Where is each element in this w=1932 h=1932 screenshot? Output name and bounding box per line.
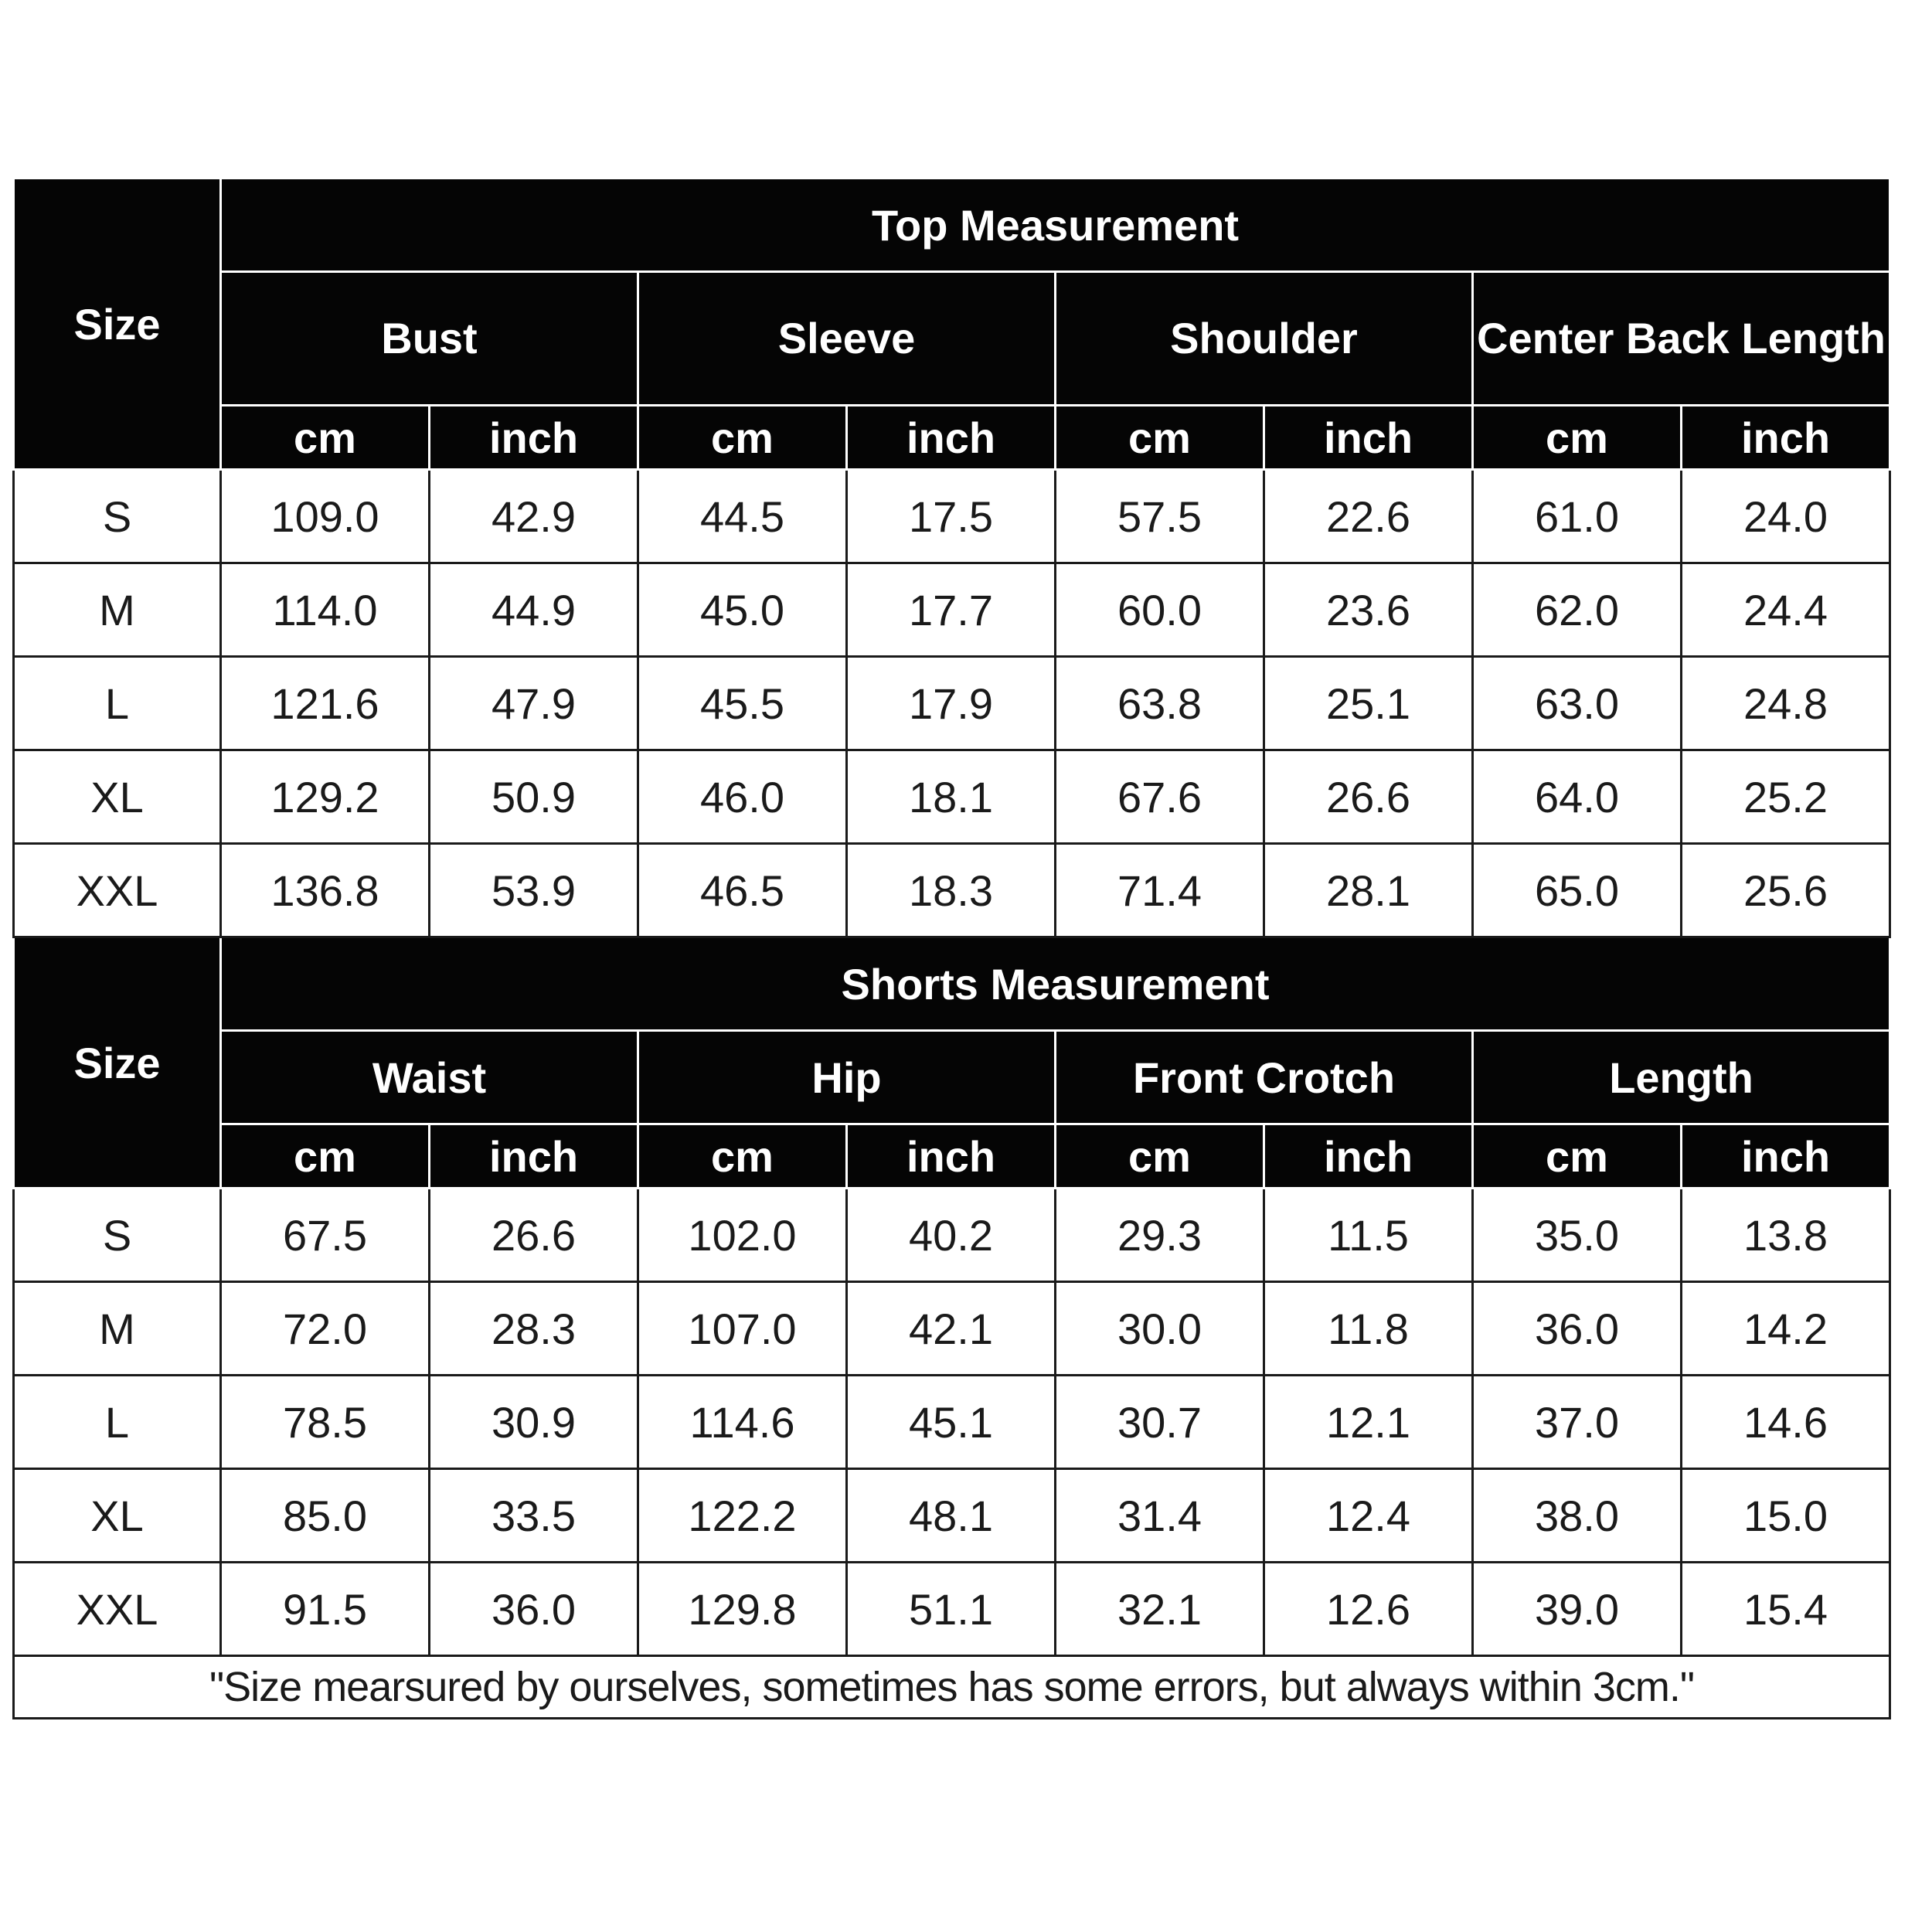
top-unit-header: inch — [1264, 406, 1473, 470]
measurement-cell: 14.2 — [1682, 1282, 1890, 1376]
table-row — [14, 1469, 1890, 1563]
measurement-cell: 26.6 — [430, 1189, 638, 1282]
measurement-cell: 45.0 — [638, 563, 847, 657]
measurement-cell: 46.5 — [638, 844, 847, 937]
shorts-group-row — [14, 1031, 1890, 1124]
shorts-unit-header: cm — [1056, 1124, 1264, 1189]
measurement-cell: 63.0 — [1473, 657, 1682, 750]
measurement-cell: 44.5 — [638, 470, 847, 563]
measurement-cell: 63.8 — [1056, 657, 1264, 750]
top-group-header: Sleeve — [638, 272, 1056, 406]
measurement-cell: 114.0 — [221, 563, 430, 657]
measurement-cell: 122.2 — [638, 1469, 847, 1563]
measurement-cell: 18.3 — [847, 844, 1056, 937]
measurement-cell: 22.6 — [1264, 470, 1473, 563]
table-row — [14, 1563, 1890, 1656]
measurement-cell: 23.6 — [1264, 563, 1473, 657]
measurement-cell: 62.0 — [1473, 563, 1682, 657]
measurement-note: "Size mearsured by ourselves, sometimes has some errors, but always within 3cm." — [14, 1656, 1890, 1719]
measurement-cell: 78.5 — [221, 1376, 430, 1469]
size-cell: XL — [14, 1469, 221, 1563]
size-cell: XXL — [14, 1563, 221, 1656]
top-group-header: Center Back Length — [1473, 272, 1890, 406]
measurement-cell: 64.0 — [1473, 750, 1682, 844]
measurement-cell: 32.1 — [1056, 1563, 1264, 1656]
measurement-cell: 57.5 — [1056, 470, 1264, 563]
table-row — [14, 1189, 1890, 1282]
shorts-unit-row — [14, 1124, 1890, 1189]
top-title-row — [14, 179, 1890, 272]
measurement-cell: 30.9 — [430, 1376, 638, 1469]
table-row — [14, 563, 1890, 657]
measurement-cell: 11.8 — [1264, 1282, 1473, 1376]
measurement-cell: 24.8 — [1682, 657, 1890, 750]
measurement-cell: 17.7 — [847, 563, 1056, 657]
measurement-cell: 61.0 — [1473, 470, 1682, 563]
measurement-cell: 11.5 — [1264, 1189, 1473, 1282]
measurement-cell: 15.4 — [1682, 1563, 1890, 1656]
measurement-cell: 12.6 — [1264, 1563, 1473, 1656]
table-row — [14, 750, 1890, 844]
measurement-cell: 12.1 — [1264, 1376, 1473, 1469]
measurement-cell: 72.0 — [221, 1282, 430, 1376]
measurement-cell: 71.4 — [1056, 844, 1264, 937]
measurement-cell: 28.3 — [430, 1282, 638, 1376]
shorts-group-header: Front Crotch — [1056, 1031, 1473, 1124]
measurement-cell: 48.1 — [847, 1469, 1056, 1563]
table-row — [14, 1376, 1890, 1469]
measurement-cell: 42.9 — [430, 470, 638, 563]
measurement-cell: 67.5 — [221, 1189, 430, 1282]
measurement-cell: 102.0 — [638, 1189, 847, 1282]
measurement-cell: 45.5 — [638, 657, 847, 750]
top-unit-header: cm — [1056, 406, 1264, 470]
shorts-group-header: Hip — [638, 1031, 1056, 1124]
shorts-unit-header: inch — [1264, 1124, 1473, 1189]
top-unit-header: cm — [1473, 406, 1682, 470]
note-row — [14, 1656, 1890, 1719]
size-cell: M — [14, 563, 221, 657]
size-cell: XL — [14, 750, 221, 844]
top-section-title: Top Measurement — [221, 179, 1890, 272]
measurement-cell: 36.0 — [1473, 1282, 1682, 1376]
measurement-cell: 35.0 — [1473, 1189, 1682, 1282]
measurement-cell: 15.0 — [1682, 1469, 1890, 1563]
measurement-cell: 46.0 — [638, 750, 847, 844]
measurement-cell: 42.1 — [847, 1282, 1056, 1376]
measurement-cell: 33.5 — [430, 1469, 638, 1563]
measurement-cell: 65.0 — [1473, 844, 1682, 937]
measurement-cell: 129.2 — [221, 750, 430, 844]
shorts-group-header: Length — [1473, 1031, 1890, 1124]
measurement-cell: 129.8 — [638, 1563, 847, 1656]
top-unit-row — [14, 406, 1890, 470]
shorts-unit-header: cm — [1473, 1124, 1682, 1189]
shorts-size-header: Size — [14, 937, 221, 1189]
measurement-cell: 50.9 — [430, 750, 638, 844]
measurement-cell: 17.9 — [847, 657, 1056, 750]
size-cell: XXL — [14, 844, 221, 937]
shorts-unit-header: inch — [847, 1124, 1056, 1189]
size-cell: S — [14, 1189, 221, 1282]
measurement-cell: 24.4 — [1682, 563, 1890, 657]
measurement-cell: 25.1 — [1264, 657, 1473, 750]
table-row — [14, 470, 1890, 563]
measurement-cell: 30.7 — [1056, 1376, 1264, 1469]
shorts-unit-header: cm — [638, 1124, 847, 1189]
top-group-header: Shoulder — [1056, 272, 1473, 406]
size-cell: M — [14, 1282, 221, 1376]
shorts-title-row — [14, 937, 1890, 1031]
measurement-cell: 12.4 — [1264, 1469, 1473, 1563]
measurement-cell: 121.6 — [221, 657, 430, 750]
top-unit-header: cm — [638, 406, 847, 470]
table-row — [14, 1282, 1890, 1376]
measurement-cell: 85.0 — [221, 1469, 430, 1563]
measurement-cell: 26.6 — [1264, 750, 1473, 844]
measurement-cell: 13.8 — [1682, 1189, 1890, 1282]
shorts-unit-header: inch — [430, 1124, 638, 1189]
top-group-row — [14, 272, 1890, 406]
top-unit-header: inch — [1682, 406, 1890, 470]
top-size-header: Size — [14, 179, 221, 470]
size-chart-body — [14, 179, 1890, 1719]
measurement-cell: 17.5 — [847, 470, 1056, 563]
measurement-cell: 31.4 — [1056, 1469, 1264, 1563]
measurement-cell: 109.0 — [221, 470, 430, 563]
measurement-cell: 107.0 — [638, 1282, 847, 1376]
top-unit-header: inch — [430, 406, 638, 470]
measurement-cell: 37.0 — [1473, 1376, 1682, 1469]
measurement-cell: 136.8 — [221, 844, 430, 937]
shorts-unit-header: inch — [1682, 1124, 1890, 1189]
measurement-cell: 29.3 — [1056, 1189, 1264, 1282]
measurement-cell: 39.0 — [1473, 1563, 1682, 1656]
measurement-cell: 14.6 — [1682, 1376, 1890, 1469]
top-unit-header: cm — [221, 406, 430, 470]
measurement-cell: 45.1 — [847, 1376, 1056, 1469]
size-cell: S — [14, 470, 221, 563]
size-cell: L — [14, 1376, 221, 1469]
size-chart-table — [12, 177, 1891, 1719]
measurement-cell: 47.9 — [430, 657, 638, 750]
measurement-cell: 28.1 — [1264, 844, 1473, 937]
shorts-group-header: Waist — [221, 1031, 638, 1124]
measurement-cell: 38.0 — [1473, 1469, 1682, 1563]
measurement-cell: 25.2 — [1682, 750, 1890, 844]
measurement-cell: 18.1 — [847, 750, 1056, 844]
measurement-cell: 30.0 — [1056, 1282, 1264, 1376]
measurement-cell: 40.2 — [847, 1189, 1056, 1282]
measurement-cell: 51.1 — [847, 1563, 1056, 1656]
measurement-cell: 53.9 — [430, 844, 638, 937]
measurement-cell: 114.6 — [638, 1376, 847, 1469]
measurement-cell: 44.9 — [430, 563, 638, 657]
table-row — [14, 844, 1890, 937]
measurement-cell: 91.5 — [221, 1563, 430, 1656]
measurement-cell: 36.0 — [430, 1563, 638, 1656]
shorts-section-title: Shorts Measurement — [221, 937, 1890, 1031]
measurement-cell: 25.6 — [1682, 844, 1890, 937]
top-group-header: Bust — [221, 272, 638, 406]
table-row — [14, 657, 1890, 750]
measurement-cell: 24.0 — [1682, 470, 1890, 563]
measurement-cell: 60.0 — [1056, 563, 1264, 657]
size-cell: L — [14, 657, 221, 750]
top-unit-header: inch — [847, 406, 1056, 470]
shorts-unit-header: cm — [221, 1124, 430, 1189]
measurement-cell: 67.6 — [1056, 750, 1264, 844]
